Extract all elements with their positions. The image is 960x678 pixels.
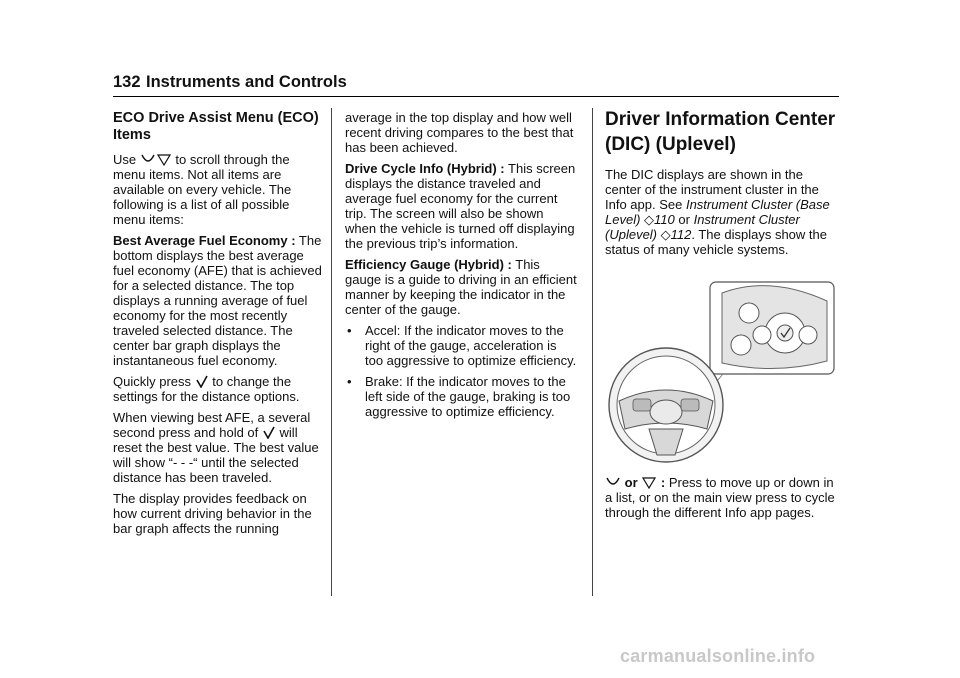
text: : <box>660 475 666 490</box>
text: . The displays show the status of many vehicle systems. <box>605 227 827 257</box>
text: will reset the best value. The best value will show “- - -“ until the selected distance has been traveled. <box>113 425 319 485</box>
text: The bottom displays the best average fuel economy (AFE) that is achieved for a selected distance. The top displays a running average of fuel economy for the most recently traveled selected distance. The center bar graph displays the instantaneous fuel economy. <box>113 233 322 368</box>
checkmark-icon <box>196 375 208 388</box>
text: This gauge is a guide to driving in an efficient manner by keeping the indicator in the center of the gauge. <box>345 257 577 317</box>
term: Efficiency Gauge (Hybrid) : <box>345 257 512 272</box>
cross-reference-link[interactable]: Instrument Cluster (Uplevel) <box>605 212 800 242</box>
paragraph <box>113 410 323 485</box>
paragraph <box>113 152 323 227</box>
text: or <box>674 212 694 227</box>
paragraph: average in the top display and how well recent driving compares to the best that has been achieved. <box>345 110 574 155</box>
paragraph <box>605 167 840 257</box>
header-rule <box>113 96 839 97</box>
paragraph: The display provides feedback on how current driving behavior in the bar graph affects the running <box>113 491 312 536</box>
paragraph <box>113 233 323 368</box>
text: to scroll through the menu items. Not all items are available on every vehicle. The following is a list of all possible menu items: <box>113 152 292 227</box>
reference-arrow-icon: ◇ <box>644 212 655 227</box>
page-reference: 110 <box>654 212 675 227</box>
bullet: • <box>347 323 352 338</box>
thumbwheel-up-icon <box>606 477 620 489</box>
column-2 <box>345 110 578 425</box>
page-reference: 112 <box>670 227 692 242</box>
list-item-text: Brake: If the indicator moves to the left side of the gauge, braking is too aggressive to optimize efficiency. <box>365 374 571 419</box>
steering-wheel-controls-diagram <box>605 279 837 465</box>
text: This screen displays the distance traveled and average fuel economy for the current trip. The screen will also be shown when the vehicle is turned off displaying the previous trip’s information. <box>345 161 576 251</box>
paragraph <box>345 161 578 251</box>
list-item <box>345 323 578 368</box>
thumbwheel-down-icon <box>642 477 656 489</box>
bullet: • <box>347 374 352 389</box>
watermark: carmanualsonline.info <box>620 646 816 666</box>
term: Best Average Fuel Economy : <box>113 233 296 248</box>
text: The DIC displays are shown in the center of the instrument cluster in the Info app. See <box>605 167 819 212</box>
paragraph <box>605 475 840 520</box>
reference-arrow-icon: ◇ <box>660 227 671 242</box>
steering-wheel-illustration <box>605 279 837 465</box>
list-item-text: Accel: If the indicator moves to the right of the gauge, acceleration is too aggressive to optimize efficiency. <box>365 323 577 368</box>
term: Drive Cycle Info (Hybrid) : <box>345 161 505 176</box>
text: When viewing best AFE, a several second press and hold of <box>113 410 311 440</box>
thumbwheel-down-icon <box>157 154 171 166</box>
section-title: Instruments and Controls <box>146 73 347 91</box>
paragraph <box>345 257 578 317</box>
text: Quickly press <box>113 374 192 389</box>
text: or <box>624 475 638 490</box>
list-item <box>345 374 578 419</box>
text: Use <box>113 152 137 167</box>
column-1 <box>113 110 323 542</box>
checkmark-icon <box>263 426 275 439</box>
dic-heading: Driver Information Center (DIC) (Uplevel) <box>605 109 836 155</box>
column-divider <box>331 108 332 596</box>
column-divider <box>592 108 593 596</box>
paragraph <box>113 374 323 404</box>
page-number: 132 <box>113 73 141 91</box>
column-3 <box>605 110 840 526</box>
cross-reference-link[interactable]: Instrument Cluster (Base Level) <box>605 197 830 227</box>
text: to change the settings for the distance options. <box>113 374 300 404</box>
eco-menu-heading: ECO Drive Assist Menu (ECO) Items <box>113 110 319 143</box>
page-header <box>113 73 839 95</box>
thumbwheel-up-icon <box>141 154 155 166</box>
text: Press to move up or down in a list, or on the main view press to cycle through the different Info app pages. <box>605 475 835 520</box>
